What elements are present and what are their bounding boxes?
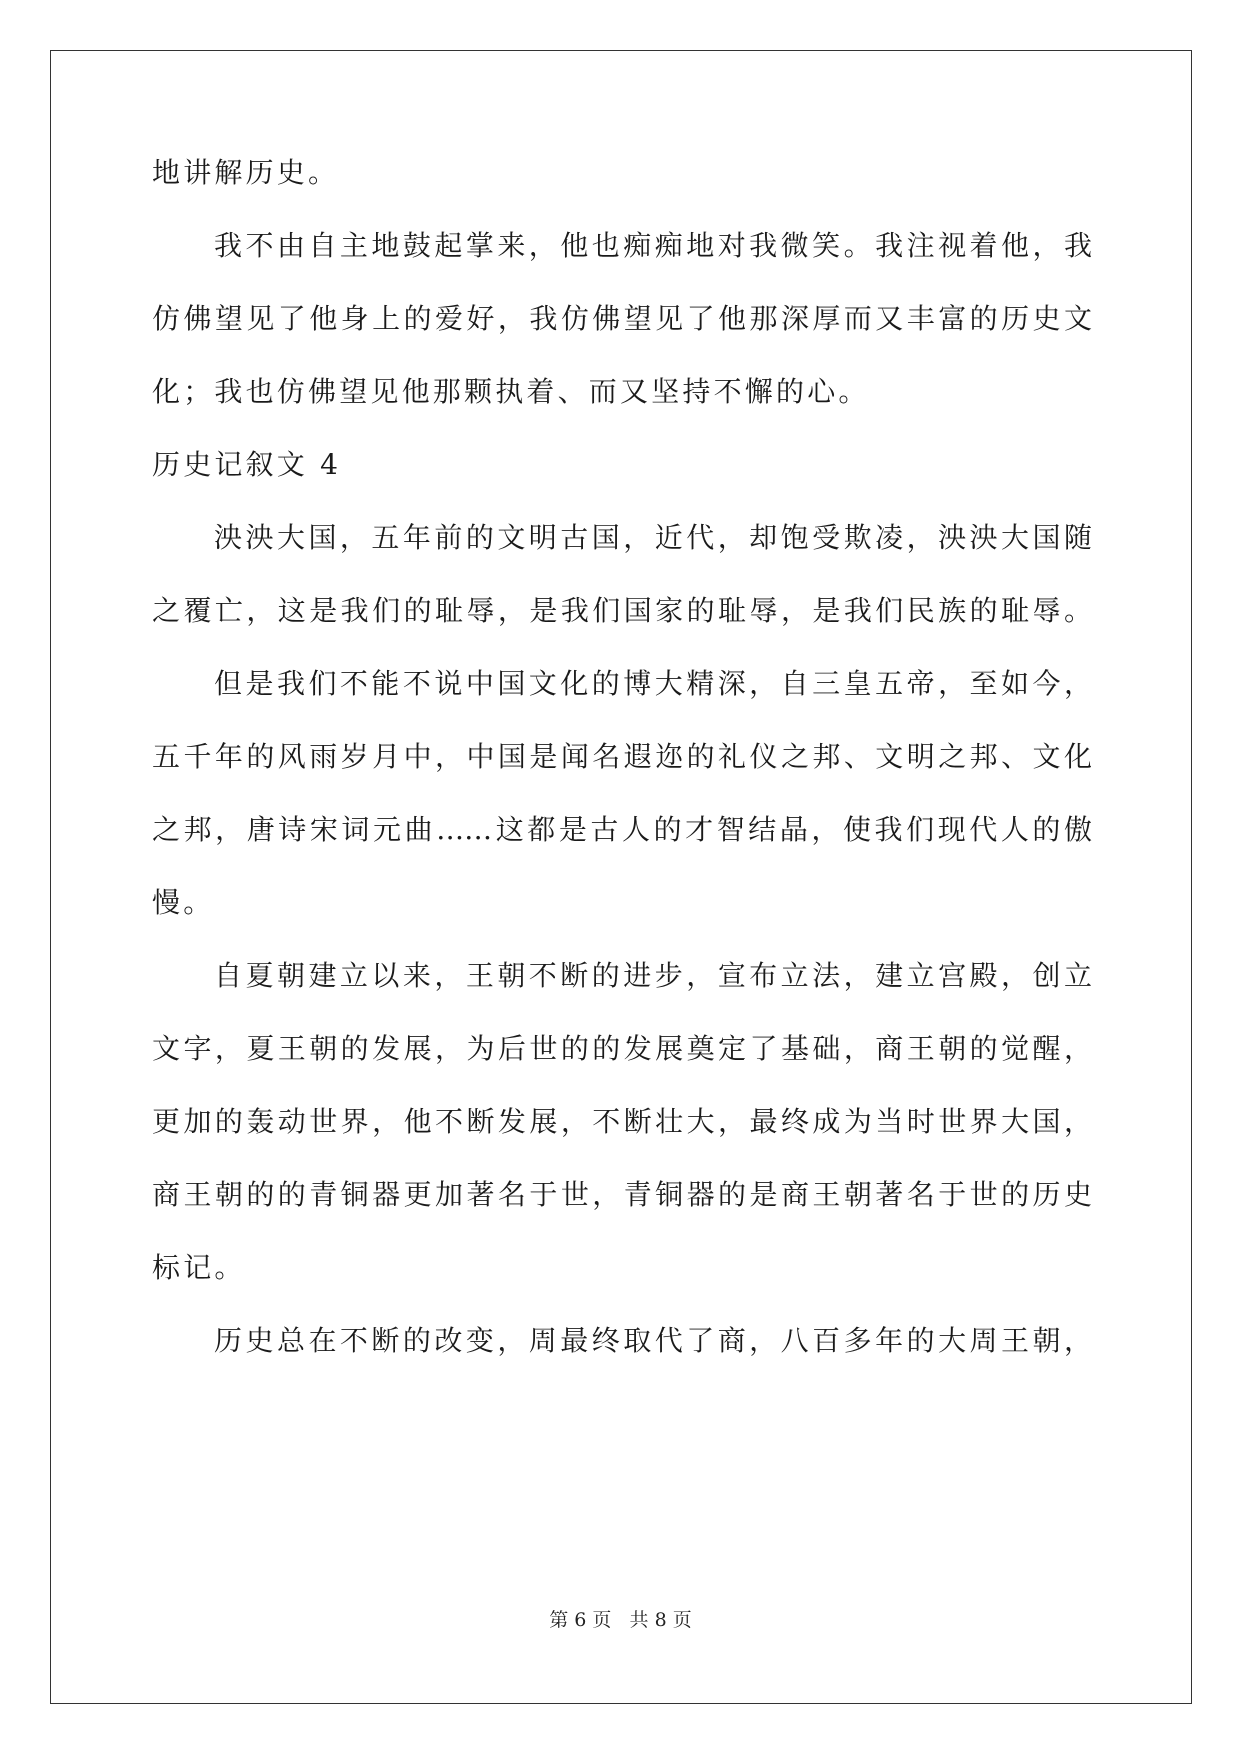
text-line-6: 泱泱大国，五年前的文明古国，近代，却饱受欺凌，泱泱大国随 — [214, 521, 1092, 554]
text-line-12: 自夏朝建立以来，王朝不断的进步，宣布立法，建立宫殿，创立 — [214, 959, 1092, 992]
text-line-2: 我不由自主地鼓起掌来，他也痴痴地对我微笑。我注视着他，我 — [214, 229, 1092, 262]
text-line-10: 之邦，唐诗宋词元曲……这都是古人的才智结晶，使我们现代人的傲 — [152, 813, 1092, 846]
text-line-13: 文字，夏王朝的发展，为后世的的发展奠定了基础，商王朝的觉醒， — [152, 1032, 1092, 1065]
text-line-7: 之覆亡，这是我们的耻辱，是我们国家的耻辱，是我们民族的耻辱。 — [152, 594, 1092, 627]
text-line-14: 更加的轰动世界，他不断发展，不断壮大，最终成为当时世界大国， — [152, 1105, 1092, 1138]
text-line-11: 慢。 — [152, 886, 215, 919]
text-line-1: 地讲解历史。 — [152, 156, 340, 189]
page-footer — [0, 1607, 1241, 1633]
text-line-17: 历史总在不断的改变，周最终取代了商，八百多年的大周王朝， — [214, 1324, 1092, 1357]
page-number: 第 6 页 共 8 页 — [549, 1609, 692, 1631]
text-line-9: 五千年的风雨岁月中，中国是闻名遐迩的礼仪之邦、文明之邦、文化 — [152, 740, 1092, 773]
text-line-15: 商王朝的的青铜器更加著名于世，青铜器的是商王朝著名于世的历史 — [152, 1178, 1092, 1211]
text-line-4: 化；我也仿佛望见他那颗执着、而又坚持不懈的心。 — [152, 375, 870, 408]
text-line-16: 标记。 — [152, 1251, 246, 1284]
text-line-8: 但是我们不能不说中国文化的博大精深，自三皇五帝，至如今， — [214, 667, 1092, 700]
section-heading: 历史记叙文 4 — [152, 448, 342, 481]
text-line-3: 仿佛望见了他身上的爱好，我仿佛望见了他那深厚而又丰富的历史文 — [152, 302, 1092, 335]
